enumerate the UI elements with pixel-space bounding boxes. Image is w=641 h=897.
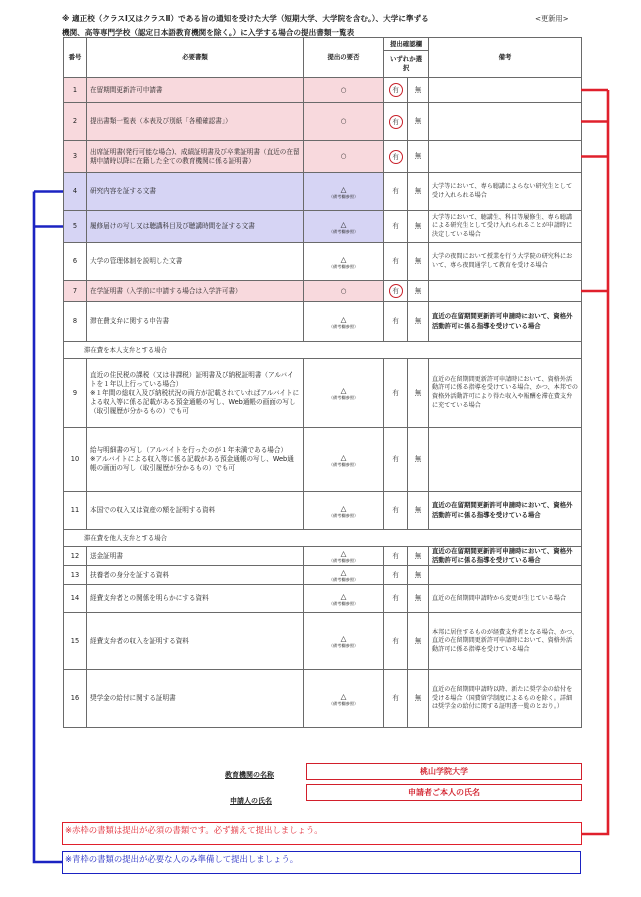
update-label: <更新用> [535,14,569,23]
document-name: 送金証明書 [87,547,304,566]
document-name: 本国での収入又は資産の額を証明する資料 [87,492,304,530]
row-number: 11 [64,492,87,530]
note-text: 直近の在留期間更新許可申請時において、資格外活動許可に係る指導を受けている場合、かつ、本邦での資格外活動許可により得た収入や報酬を滞在費支弁に充てている場合 [429,359,582,428]
see-notes-label: （備考欄参照） [328,577,359,583]
row-number: 14 [64,585,87,613]
document-name: 滞在費支弁に関する申告書 [87,302,304,342]
yes-option[interactable]: 有 [392,187,399,195]
see-notes-label: （備考欄参照） [328,193,359,199]
header-line-2: 機関、高等専門学校（認定日本語教育機関を除く。）に入学する場合の提出書類一覧表 [62,28,355,37]
yes-option[interactable]: 有 [392,570,399,579]
blue-note: ※青枠の書類の提出が必要な人のみ準備して提出しましょう。 [62,851,581,874]
check-no[interactable]: 無 [408,243,429,281]
yes-option[interactable]: 有 [389,284,403,298]
institution-label: 教育機関の名称 [225,771,274,779]
check-no[interactable]: 無 [408,613,429,670]
see-notes-label: （備考欄参照） [328,700,359,706]
yes-option[interactable]: 有 [392,694,399,703]
required-symbol: △ [340,568,347,578]
required-symbol: △ [340,691,347,701]
row-number: 7 [64,281,87,302]
note-text: 直近の在留期間申請時から変更が生じている場合 [429,585,582,613]
note-text: 直近の在留期間申請時以降、新たに奨学金の給付を受ける場合（国費留学制度によるものを除く。詳細は奨学金の給付に関する証明書一覧のとおり。） [429,670,582,728]
document-name: 出席証明書(発行可能な場合)、成績証明書及び卒業証明書（直近の在留期申請時以降に在籍した全ての教育機関に係る証明書） [87,141,304,173]
note-text: 本邦に居住するものが経費支弁者となる場合、かつ、直近の在留期間更新許可申請時において、資格外活動許可に係る指導を受けている場合 [429,613,582,670]
required-symbol: ○ [340,85,347,94]
required-symbol: △ [340,219,347,229]
row-number: 6 [64,243,87,281]
see-notes-label: （備考欄参照） [328,323,359,329]
section-other-support: 滞在費を他人支弁とする場合 [64,530,582,547]
note-text: 大学等において、専ら聴講によらない研究生として受け入れられる場合 [429,173,582,211]
required-symbol: ○ [340,152,347,160]
yes-option[interactable]: 有 [392,222,399,230]
check-no[interactable]: 無 [408,173,429,211]
required-symbol: ○ [340,117,347,125]
check-no[interactable]: 無 [408,547,429,566]
yes-option[interactable]: 有 [389,115,403,129]
document-name: 扶養者の身分を証する資料 [87,566,304,585]
yes-option[interactable]: 有 [392,257,399,265]
red-note: ※赤枠の書類は提出が必須の書類です。必ず揃えて提出しましょう。 [62,822,582,845]
document-name: 提出書類一覧表（本表及び別紙「各種確認書」） [87,103,304,141]
check-no[interactable]: 無 [408,585,429,613]
col-num-header: 番号 [64,38,87,78]
check-no[interactable]: 無 [408,103,429,141]
document-name: 研究内容を証する文書 [87,173,304,211]
see-notes-label: （備考欄参照） [328,558,359,564]
required-symbol: △ [340,184,347,194]
row-number: 12 [64,547,87,566]
row-number: 4 [64,173,87,211]
note-text: 直近の在留期間更新許可申請時において、資格外活動許可に係る指導を受けている場合 [429,547,582,566]
document-name: 給与明細書の写し（アルバイトを行ったのが１年未満である場合） ※アルバイトによる収入等に係る記載がある預金通帳の写し、Web通帳の画面の写し（取引履歴が分かるもの）でも可 [87,428,304,492]
section-self-support: 滞在費を本人支弁とする場合 [64,342,582,359]
row-number: 5 [64,211,87,243]
see-notes-label: （備考欄参照） [328,600,359,606]
yes-option[interactable]: 有 [392,455,399,463]
check-no[interactable]: 無 [408,492,429,530]
row-number: 2 [64,103,87,141]
note-text: 直近の在留期間更新許可申請時において、資格外活動許可に係る指導を受けている場合 [429,302,582,342]
see-notes-label: （備考欄参照） [328,395,359,400]
header-line-1: ※ 適正校（クラスⅠ又はクラスⅡ）である旨の通知を受けた大学（短期大学、大学院を含む。）、大学に準ずる [62,14,429,23]
document-name: 在留期間更新許可申請書 [87,78,304,103]
col-note-header: 備考 [429,38,582,78]
check-no[interactable]: 無 [408,359,429,428]
yes-option[interactable]: 有 [389,83,403,97]
required-symbol: ○ [340,286,347,295]
document-name: 経費支弁者との関係を明らかにする資料 [87,585,304,613]
check-no[interactable]: 無 [408,670,429,728]
yes-option[interactable]: 有 [389,150,403,164]
see-notes-label: （備考欄参照） [328,512,359,518]
required-symbol: △ [340,591,347,601]
col-name-header: 必要書類 [87,38,304,78]
note-text: 大学等において、聴講生、科目等履修生、専ら聴講による研究生として受け入れられることが申請時に決定している場合 [429,211,582,243]
required-symbol: △ [340,314,347,324]
see-notes-label: （備考欄参照） [328,263,359,269]
row-number: 13 [64,566,87,585]
document-name: 経費支弁者の収入を証明する資料 [87,613,304,670]
see-notes-label: （備考欄参照） [328,461,359,467]
see-notes-label: （備考欄参照） [328,643,359,649]
row-number: 15 [64,613,87,670]
document-name: 履修届けの写し又は聴講科目及び聴講時間を証する文書 [87,211,304,243]
row-number: 1 [64,78,87,103]
row-number: 8 [64,302,87,342]
institution-field[interactable]: 桃山学院大学 [306,763,582,780]
document-name: 奨学金の給付に関する証明書 [87,670,304,728]
col-need-header: 提出の要否 [304,38,384,78]
check-no[interactable]: 無 [408,211,429,243]
required-symbol: △ [340,549,347,559]
check-no[interactable]: 無 [408,141,429,173]
note-text: 直近の在留期間更新許可申請時において、資格外活動許可に係る指導を受けている場合 [429,492,582,530]
check-no[interactable]: 無 [408,281,429,302]
yes-option[interactable]: 有 [392,594,399,603]
required-symbol: △ [340,254,347,264]
row-number: 16 [64,670,87,728]
note-text: 大学の夜間において授業を行う大学院の研究科において、専ら夜間通学して教育を受ける場合 [429,243,582,281]
yes-option[interactable]: 有 [392,317,399,325]
row-number: 9 [64,359,87,428]
required-symbol: △ [340,634,347,644]
applicant-label: 申請人の氏名 [230,797,272,805]
yes-option[interactable]: 有 [392,551,399,560]
applicant-field[interactable]: 申請者ご本人の氏名 [306,784,582,801]
yes-option[interactable]: 有 [392,388,399,397]
col-check-header: 提出確認欄 [384,38,429,51]
required-symbol: △ [340,386,347,395]
document-name: 在学証明書（入学前に申請する場合は入学許可書） [87,281,304,302]
document-name: 大学の管理体制を説明した文書 [87,243,304,281]
required-symbol: △ [340,503,347,513]
check-no[interactable]: 無 [408,302,429,342]
check-no[interactable]: 無 [408,566,429,585]
see-notes-label: （備考欄参照） [328,228,359,234]
yes-option[interactable]: 有 [392,506,399,514]
required-symbol: △ [340,452,347,462]
document-name: 直近の住民税の課税（又は非課税）証明書及び納税証明書（アルバイトを１年以上行っている場合） ※１年間の総収入及び納税状況の両方が記載されていればアルバイトによる収入等に係る記載がある預金通帳の写し、Web通帳の画面の写し（取引履歴が分かるもの）でも可 [87,359,304,428]
col-either-header: いずれか選択 [384,51,429,78]
check-no[interactable]: 無 [408,78,429,103]
yes-option[interactable]: 有 [392,636,399,645]
row-number: 10 [64,428,87,492]
check-no[interactable]: 無 [408,428,429,492]
row-number: 3 [64,141,87,173]
